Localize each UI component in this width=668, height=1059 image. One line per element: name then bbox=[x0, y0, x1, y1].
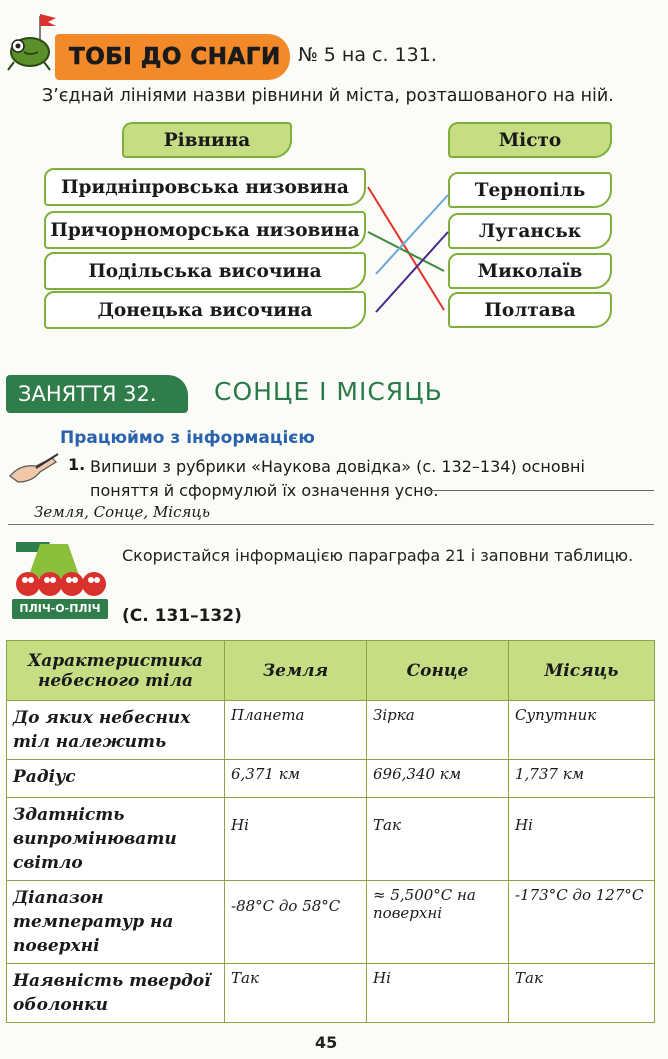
task-reference: № 5 на с. 131. bbox=[298, 44, 437, 66]
answer-rule bbox=[8, 524, 654, 525]
hand-writing-icon bbox=[6, 452, 62, 486]
table-cell: Планета bbox=[225, 701, 367, 760]
table-row bbox=[7, 964, 655, 1023]
table-cell: Ні bbox=[509, 798, 655, 881]
plain-item: Донецька височина bbox=[44, 291, 366, 329]
column-header: Земля bbox=[225, 641, 367, 701]
plain-item: Подільська височина bbox=[44, 252, 366, 290]
table-cell: 1,737 км bbox=[509, 760, 655, 798]
pair-mascot-icon bbox=[10, 538, 110, 600]
city-header: Місто bbox=[448, 122, 612, 158]
page-number: 45 bbox=[315, 1033, 338, 1052]
table-cell: -88°C до 58°C bbox=[225, 881, 367, 964]
section-heading: Працюймо з інформацією bbox=[60, 428, 315, 448]
row-header: Радіус bbox=[7, 760, 225, 798]
question-answer: Земля, Сонце, Місяць bbox=[34, 503, 211, 521]
column-header: Характеристика небесного тіла bbox=[7, 641, 225, 701]
row-header: До яких небесних тіл належить bbox=[7, 701, 225, 760]
table-cell: Супутник bbox=[509, 701, 655, 760]
page-range: (С. 131–132) bbox=[122, 606, 242, 626]
table-cell: Так bbox=[225, 964, 367, 1023]
task-instruction: З’єднай лініями назви рівнини й міста, розташованого на ній. bbox=[42, 86, 614, 106]
table-cell: ≈ 5,500°C на поверхні bbox=[367, 881, 509, 964]
table-row bbox=[7, 881, 655, 964]
answer-line bbox=[428, 490, 654, 491]
column-header: Місяць bbox=[509, 641, 655, 701]
plain-item: Придніпровська низовина bbox=[44, 168, 366, 206]
table-row bbox=[7, 798, 655, 881]
table-row bbox=[7, 760, 655, 798]
table-cell: Ні bbox=[367, 964, 509, 1023]
city-item: Миколаїв bbox=[448, 253, 612, 289]
table-cell: -173°C до 127°C bbox=[509, 881, 655, 964]
table-cell: Так bbox=[367, 798, 509, 881]
line-prychornomorska-mykolaiv bbox=[368, 232, 444, 271]
row-header: Здатність випромінювати світло bbox=[7, 798, 225, 881]
row-header: Діапазон температур на поверхні bbox=[7, 881, 225, 964]
lesson-title: СОНЦЕ І МІСЯЦЬ bbox=[214, 377, 443, 406]
table-cell: Зірка bbox=[367, 701, 509, 760]
table-cell: 6,371 км bbox=[225, 760, 367, 798]
pair-work-label: ПЛІЧ-О-ПЛІЧ bbox=[12, 599, 108, 619]
city-item: Полтава bbox=[448, 292, 612, 328]
table-cell: 696,340 км bbox=[367, 760, 509, 798]
question-text: Випиши з рубрики «Наукова довідка» (с. 132–134) основні поняття й сформулюй їх означення усно. bbox=[90, 457, 585, 500]
table-instruction: Скористайся інформацією параграфа 21 і заповни таблицю. bbox=[122, 546, 634, 565]
line-podilska-ternopil bbox=[376, 195, 448, 274]
table-header-row bbox=[7, 641, 655, 701]
lesson-label: ЗАНЯТТЯ 32. bbox=[6, 375, 188, 413]
table-row bbox=[7, 701, 655, 760]
table-cell: Так bbox=[509, 964, 655, 1023]
city-item: Тернопіль bbox=[448, 172, 612, 208]
plain-header: Рівнина bbox=[122, 122, 292, 158]
column-header: Сонце bbox=[367, 641, 509, 701]
city-item: Луганськ bbox=[448, 213, 612, 249]
table-cell: Ні bbox=[225, 798, 367, 881]
celestial-bodies-table bbox=[6, 640, 655, 1023]
plain-item: Причорноморська низовина bbox=[44, 211, 366, 249]
row-header: Наявність твердої оболонки bbox=[7, 964, 225, 1023]
challenge-banner: ТОБІ ДО СНАГИ bbox=[55, 34, 290, 80]
question-number: 1. bbox=[68, 455, 86, 474]
